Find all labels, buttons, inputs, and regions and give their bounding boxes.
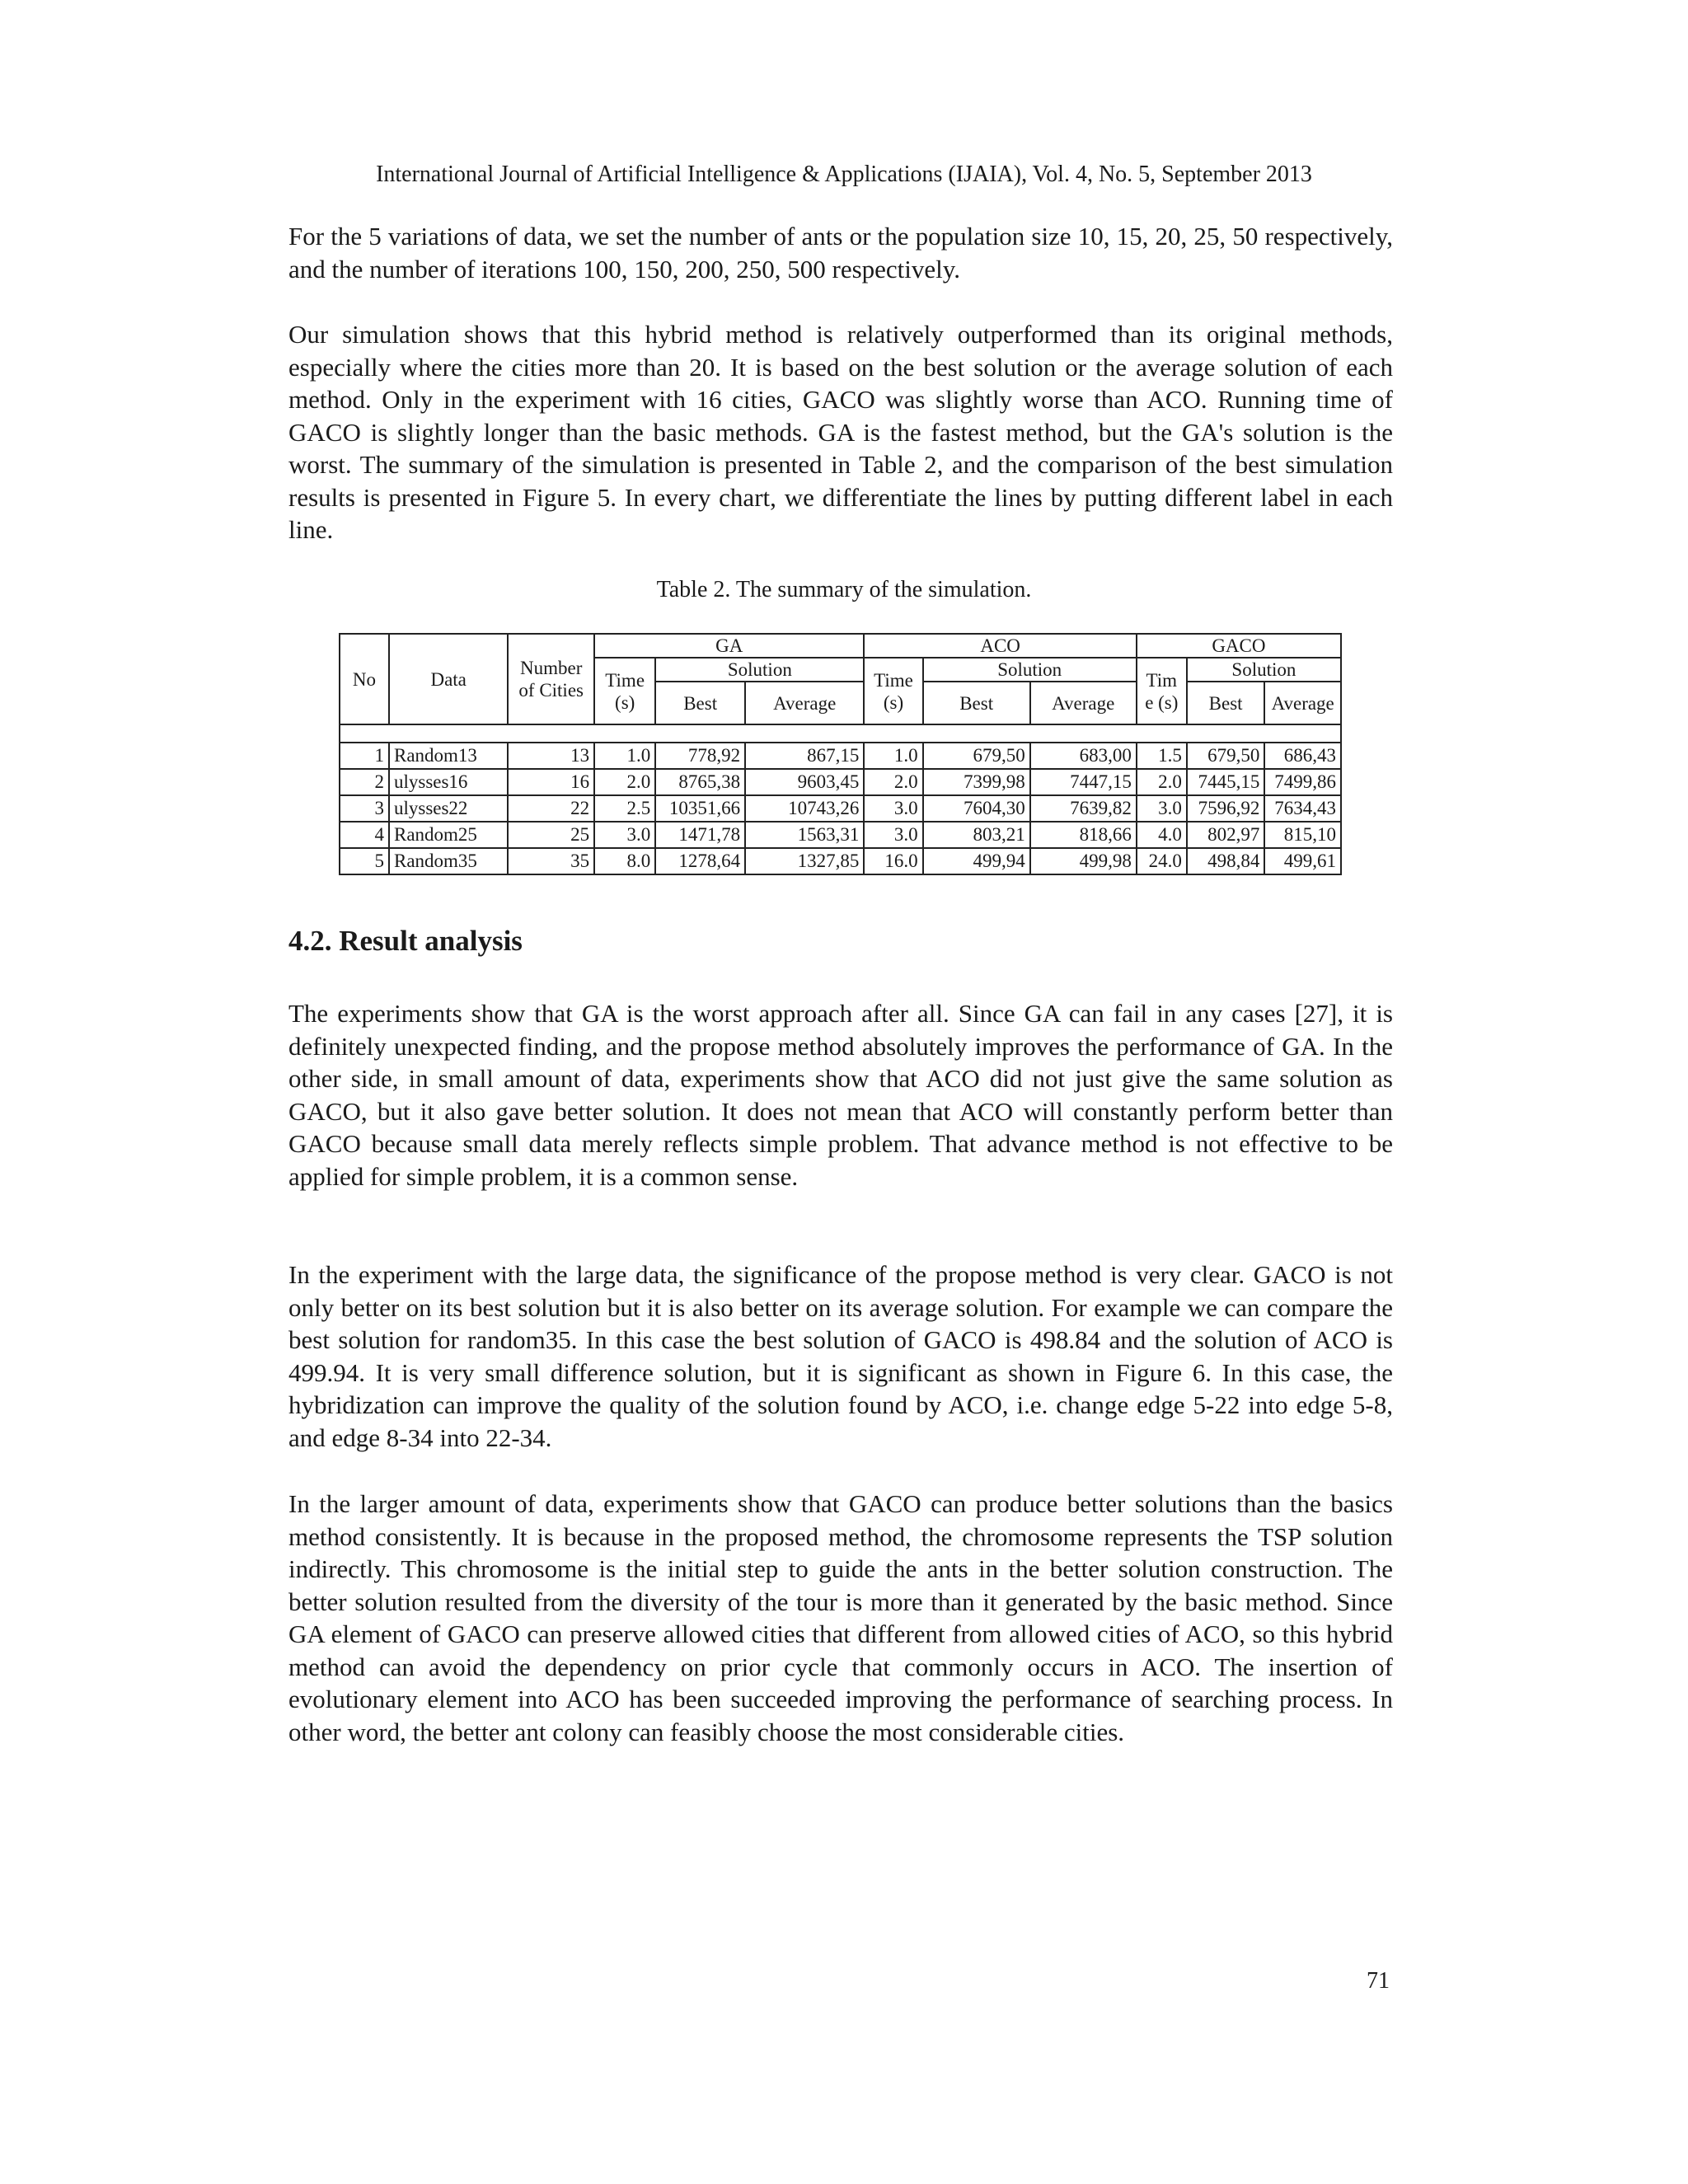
cell-gaco-time: 4.0 — [1137, 822, 1187, 848]
page-number: 71 — [1367, 1968, 1390, 1994]
cell-gaco-time: 3.0 — [1137, 795, 1187, 822]
cell-no: 3 — [340, 795, 389, 822]
header-gaco-best: Best — [1187, 682, 1265, 724]
cell-gaco-best: 679,50 — [1187, 743, 1265, 769]
cell-no: 2 — [340, 769, 389, 795]
cell-aco-time: 3.0 — [864, 822, 922, 848]
header-spacer — [340, 724, 1341, 743]
cell-cities: 13 — [508, 743, 594, 769]
header-ga: GA — [594, 634, 864, 658]
cell-data: Random13 — [389, 743, 508, 769]
cell-aco-average: 818,66 — [1030, 822, 1137, 848]
cell-data: ulysses16 — [389, 769, 508, 795]
cell-aco-best: 7604,30 — [923, 795, 1030, 822]
cell-data: Random35 — [389, 848, 508, 874]
paragraph-parameters: For the 5 variations of data, we set the number of ants or the population size 10, 15, 20, 25, 50 respectively, and the number of iterations 100, 150, 200, 250, 500 respectively. — [288, 222, 1393, 284]
cell-aco-time: 1.0 — [864, 743, 922, 769]
cell-cities: 35 — [508, 848, 594, 874]
cell-gaco-best: 7445,15 — [1187, 769, 1265, 795]
table-row — [340, 848, 1341, 874]
cell-ga-time: 3.0 — [594, 822, 655, 848]
cell-aco-average: 7447,15 — [1030, 769, 1137, 795]
cell-gaco-best: 498,84 — [1187, 848, 1265, 874]
cell-gaco-average: 499,61 — [1264, 848, 1341, 874]
cell-no: 5 — [340, 848, 389, 874]
table-row — [340, 822, 1341, 848]
paragraph-ga-worst: The experiments show that GA is the worst approach after all. Since GA can fail in any cases [27], it is definitely unexpected finding, and the propose method absolutely improves the performance of GA. In the other side, in small amount of data, experiments show that ACO did not just give the same solution as GACO, but it also gave better solution. It does not mean that ACO will constantly perform better than GACO because small data merely reflects simple problem. That advance method is not effective to be applied for simple problem, it is a common sense. — [288, 999, 1393, 1191]
header-ga-best: Best — [655, 682, 745, 724]
cell-aco-average: 683,00 — [1030, 743, 1137, 769]
cell-gaco-best: 802,97 — [1187, 822, 1265, 848]
cell-ga-time: 2.0 — [594, 769, 655, 795]
cell-ga-best: 10351,66 — [655, 795, 745, 822]
cell-gaco-average: 686,43 — [1264, 743, 1341, 769]
header-ga-average: Average — [745, 682, 864, 724]
paragraph-larger-data: In the larger amount of data, experiments show that GACO can produce better solutions than the basics method consistently. It is because in the proposed method, the chromosome represents the TSP solution indirectly. This chromosome is the initial step to guide the ants in the better solution construction. The better solution resulted from the diversity of the tour is more than it generated by the basic method. Since GA element of GACO can preserve allowed cities that different from allowed cities of ACO, so this hybrid method can avoid the dependency on prior cycle that commonly occurs in ACO. The insertion of evolutionary element into ACO has been succeeded improving the performance of searching process. In other word, the better ant colony can feasibly choose the most considerable cities. — [288, 1489, 1393, 1746]
header-ga-solution: Solution — [655, 658, 864, 682]
cell-aco-average: 499,98 — [1030, 848, 1137, 874]
journal-header: International Journal of Artificial Intelligence & Applications (IJAIA), Vol. 4, No. 5, September 2013 — [376, 162, 1312, 187]
cell-cities: 22 — [508, 795, 594, 822]
table-row — [340, 795, 1341, 822]
cell-ga-average: 9603,45 — [745, 769, 864, 795]
table-row — [340, 743, 1341, 769]
cell-aco-average: 7639,82 — [1030, 795, 1137, 822]
cell-ga-average: 1563,31 — [745, 822, 864, 848]
cell-gaco-time: 2.0 — [1137, 769, 1187, 795]
cell-ga-best: 1471,78 — [655, 822, 745, 848]
paragraph-simulation-summary: Our simulation shows that this hybrid method is relatively outperformed than its original methods, especially where the cities more than 20. It is based on the best solution or the average solution of each method. Only in the experiment with 16 cities, GACO was slightly worse than ACO. Running time of GACO is slightly longer than the basic methods. GA is the fastest method, but the GA's solution is the worst. The summary of the simulation is presented in Table 2, and the comparison of the best simulation results is presented in Figure 5. In every chart, we differentiate the lines by putting different label in each line. — [288, 320, 1393, 544]
cell-gaco-average: 815,10 — [1264, 822, 1341, 848]
table-row — [340, 769, 1341, 795]
cell-ga-time: 8.0 — [594, 848, 655, 874]
section-title: 4.2. Result analysis — [288, 925, 523, 957]
cell-aco-best: 803,21 — [923, 822, 1030, 848]
header-ga-time: Time (s) — [594, 658, 655, 724]
header-data: Data — [389, 634, 508, 724]
cell-ga-average: 867,15 — [745, 743, 864, 769]
cell-no: 4 — [340, 822, 389, 848]
cell-aco-best: 679,50 — [923, 743, 1030, 769]
header-aco-solution: Solution — [923, 658, 1137, 682]
cell-ga-best: 778,92 — [655, 743, 745, 769]
header-aco-average: Average — [1030, 682, 1137, 724]
cell-gaco-average: 7634,43 — [1264, 795, 1341, 822]
header-no: No — [340, 634, 389, 724]
header-gaco-time: Tim e (s) — [1137, 658, 1187, 724]
cell-ga-time: 1.0 — [594, 743, 655, 769]
cell-gaco-average: 7499,86 — [1264, 769, 1341, 795]
cell-gaco-time: 1.5 — [1137, 743, 1187, 769]
cell-ga-best: 8765,38 — [655, 769, 745, 795]
cell-data: Random25 — [389, 822, 508, 848]
header-number-of-cities: Number of Cities — [508, 634, 594, 724]
cell-no: 1 — [340, 743, 389, 769]
header-aco-time: Time (s) — [864, 658, 922, 724]
cell-data: ulysses22 — [389, 795, 508, 822]
cell-ga-best: 1278,64 — [655, 848, 745, 874]
cell-ga-average: 1327,85 — [745, 848, 864, 874]
table-caption: Table 2. The summary of the simulation. — [656, 577, 1032, 602]
header-gaco-solution: Solution — [1187, 658, 1341, 682]
cell-aco-time: 2.0 — [864, 769, 922, 795]
header-aco-best: Best — [923, 682, 1030, 724]
cell-ga-average: 10743,26 — [745, 795, 864, 822]
header-gaco-average: Average — [1264, 682, 1341, 724]
header-aco: ACO — [864, 634, 1136, 658]
cell-ga-time: 2.5 — [594, 795, 655, 822]
simulation-table — [339, 633, 1342, 875]
cell-gaco-best: 7596,92 — [1187, 795, 1265, 822]
cell-cities: 16 — [508, 769, 594, 795]
cell-aco-best: 499,94 — [923, 848, 1030, 874]
cell-aco-time: 3.0 — [864, 795, 922, 822]
cell-cities: 25 — [508, 822, 594, 848]
cell-aco-time: 16.0 — [864, 848, 922, 874]
paragraph-large-data: In the experiment with the large data, the significance of the propose method is very clear. GACO is not only better on its best solution but it is also better on its average solution. For example we can compare the best solution for random35. In this case the best solution of GACO is 498.84 and the solution of ACO is 499.94. It is very small difference solution, but it is significant as shown in Figure 6. In this case, the hybridization can improve the quality of the solution found by ACO, i.e. change edge 5-22 into edge 5-8, and edge 8-34 into 22-34. — [288, 1260, 1393, 1452]
header-gaco: GACO — [1137, 634, 1341, 658]
cell-aco-best: 7399,98 — [923, 769, 1030, 795]
cell-gaco-time: 24.0 — [1137, 848, 1187, 874]
